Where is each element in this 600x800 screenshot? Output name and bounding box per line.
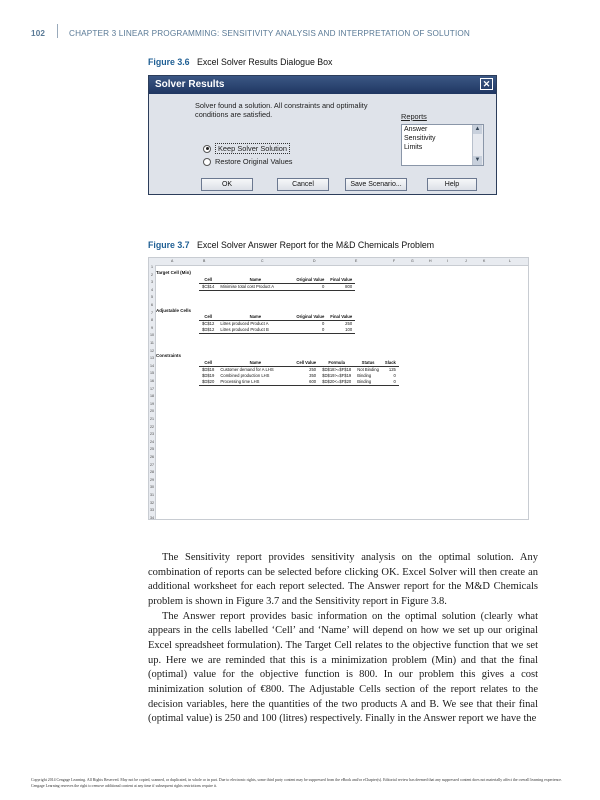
row-number[interactable]: 17 [150, 386, 154, 391]
table-cell: $D$20 [199, 379, 217, 386]
table-cell: 250 [345, 321, 353, 326]
row-number[interactable]: 5 [151, 295, 153, 300]
row-number[interactable]: 4 [151, 287, 153, 292]
table-cell: 0 [321, 321, 325, 326]
adjustable-cells-heading: Adjustable Cells [156, 308, 192, 313]
row-number[interactable]: 18 [150, 394, 154, 399]
column-letter[interactable]: C [261, 259, 264, 263]
row-number[interactable]: 21 [150, 417, 154, 421]
target-cell-table [199, 277, 355, 291]
column-letter[interactable]: G [411, 259, 414, 263]
row-number[interactable]: 28 [150, 470, 154, 475]
col-header: Cell [199, 277, 217, 284]
radio-unselected-icon[interactable] [203, 158, 211, 166]
row-number[interactable]: 20 [150, 409, 154, 414]
table-row [199, 327, 355, 334]
row-number[interactable]: 2 [151, 272, 153, 277]
column-letter[interactable]: D [313, 259, 316, 263]
scroll-up-icon[interactable]: ▲ [474, 126, 481, 132]
column-letter[interactable]: E [355, 259, 358, 263]
table-cell: $D$19 [202, 373, 215, 378]
copyright-footer: Copyright 2014 Cengage Learning. All Rights Reserved. May not be copied, scanned, or duplicated, in whole or in part. Due to electronic rights, some third party content may be suppressed from the eBook and/or eChapter(s). Editorial review has deemed that any suppressed content does not materially affect the overall learning experience. Cengage Learning reserves the right to remove additional content at any time if subsequent rights restrictions require it. [31, 778, 562, 788]
table-cell: 800 [327, 284, 355, 291]
row-number[interactable]: 31 [150, 493, 154, 497]
row-number[interactable]: 11 [150, 341, 154, 345]
table-row [199, 379, 399, 386]
col-header: Final Value [327, 277, 355, 284]
col-header: Formula [319, 360, 354, 367]
reports-label-text: Reports [401, 112, 427, 121]
paragraph: The Sensitivity report provides sensitivity analysis on the optimal solution. Any combination of reports can be selected before clicking OK. Excel Solver will then create an additional worksheet for each report selected. The Answer report for the M&D Chemicals problem is shown in Figure 3.7 and the Sensitivity report in Figure 3.8. [148, 552, 538, 607]
column-letter[interactable]: L [509, 259, 511, 263]
keep-solution-option[interactable] [203, 143, 290, 154]
table-cell: 100 [327, 327, 355, 334]
row-number[interactable]: 33 [150, 508, 154, 513]
column-letter[interactable]: B [203, 259, 206, 263]
row-number[interactable]: 7 [151, 310, 153, 315]
column-letter[interactable]: F [393, 259, 396, 263]
table-cell: Processing time LHS [217, 379, 293, 386]
row-number[interactable]: 13 [150, 356, 154, 361]
table-cell: $D$18>=$F$18 [322, 367, 352, 372]
header-divider [57, 24, 58, 38]
column-letter[interactable]: J [465, 259, 467, 263]
constraints-table [199, 360, 399, 386]
restore-values-label: Restore Original Values [215, 157, 293, 166]
row-number[interactable]: 6 [151, 303, 153, 307]
dialog-buttons [201, 178, 477, 191]
keep-solution-label: Keep Solver Solution [215, 143, 290, 154]
figure-title: Excel Solver Answer Report for the M&D Chemicals Problem [197, 240, 435, 250]
dialog-title-bar [149, 76, 496, 94]
row-number[interactable]: 25 [150, 447, 154, 452]
answer-report-sheet [148, 257, 529, 520]
row-number[interactable]: 15 [150, 371, 154, 376]
table-cell: 350 [309, 373, 317, 378]
scroll-track[interactable] [473, 134, 483, 156]
table-cell: 0 [293, 327, 327, 334]
table-cell: $D$20<=$F$20 [319, 379, 354, 386]
help-button[interactable]: Help [427, 178, 477, 191]
row-number[interactable]: 3 [151, 280, 153, 285]
table-cell: Binding [357, 373, 372, 378]
target-cell-heading: Target Cell (Min) [156, 270, 191, 275]
message-line: Solver found a solution. All constraints and optimality [195, 101, 368, 110]
col-header: Original Value [293, 314, 327, 321]
row-number[interactable]: 1 [151, 265, 153, 269]
table-row [199, 284, 355, 291]
row-number[interactable]: 10 [150, 333, 154, 338]
report-option-answer[interactable]: Answer [404, 126, 428, 133]
table-cell: Binding [354, 379, 382, 386]
radio-selected-icon[interactable] [203, 145, 211, 153]
row-header-column [149, 265, 156, 520]
column-letter[interactable]: H [429, 259, 432, 263]
paragraph: The Answer report provides basic information on the optimal solution (clearly what appears in the cells labelled ‘Cell’ and ‘Name’ will depend on how we set up our original Excel spreadsheet formulation). The Target Cell relates to the objective function that we set up. Here we are reminded that this is a minimization problem (Min) and that the final (optimal) value for the objective function is 800. In our problem this gives a cost minimization solution of €800. The Adjustable Cells section of the report relates to the decision variables, here the quantities of the two products A and B. We see that their final (optimal value) is 250 and 100 (litres) respectively. Finally in the Answer report we have the [148, 610, 538, 725]
row-number[interactable]: 14 [150, 363, 154, 368]
table-cell: 0 [293, 284, 327, 291]
table-cell: 600 [293, 379, 319, 386]
table-cell: Litres produced Product B [217, 327, 293, 334]
row-number[interactable]: 22 [150, 424, 154, 429]
page-number: 102 [31, 29, 46, 39]
report-option-sensitivity[interactable]: Sensitivity [404, 135, 436, 142]
col-header: Final Value [327, 314, 355, 321]
figure-label: Figure 3.7 [148, 240, 190, 250]
col-header: Name [217, 277, 293, 284]
row-number[interactable]: 8 [151, 318, 153, 323]
row-number[interactable]: 29 [150, 477, 154, 482]
figure-3-7-caption [148, 240, 434, 250]
col-header: Cell [199, 314, 217, 321]
row-number[interactable]: 26 [150, 455, 154, 459]
restore-values-option[interactable] [203, 157, 293, 166]
chapter-title: CHAPTER 3 LINEAR PROGRAMMING: SENSITIVITY ANALYSIS AND INTERPRETATION OF SOLUTION [69, 29, 470, 39]
figure-3-6-caption [148, 57, 332, 67]
reports-label [401, 112, 427, 121]
row-number[interactable]: 23 [150, 432, 154, 437]
table-cell: $C$12 [202, 321, 215, 326]
table-cell: $D$18 [202, 367, 215, 372]
col-header: Name [217, 314, 293, 321]
row-number[interactable]: 19 [150, 401, 154, 406]
dialog-title: Solver Results [155, 79, 225, 90]
row-number[interactable]: 9 [151, 325, 153, 330]
table-cell: 0 [393, 373, 396, 378]
table-cell: Combined production LHS [220, 373, 270, 378]
message-line: conditions are satisfied. [195, 110, 273, 119]
table-cell: $D$19>=$F$19 [322, 373, 352, 378]
reports-scrollbar[interactable] [472, 125, 483, 165]
constraints-heading: Constraints [156, 353, 182, 358]
col-header: Slack [382, 360, 399, 367]
close-icon[interactable]: ✕ [480, 78, 493, 90]
cancel-button[interactable]: Cancel [277, 178, 329, 191]
save-scenario-button[interactable]: Save Scenario... [345, 178, 407, 191]
row-number[interactable]: 32 [150, 500, 154, 505]
col-header: Name [217, 360, 293, 367]
table-cell: 125 [388, 367, 396, 372]
column-letter[interactable]: A [171, 259, 174, 263]
table-cell: Customer demand for A LHS [220, 367, 274, 372]
ok-button[interactable]: OK [201, 178, 253, 191]
row-number[interactable]: 27 [150, 462, 154, 467]
table-cell: Not Binding [357, 367, 379, 372]
row-number[interactable]: 30 [150, 485, 154, 490]
solver-results-dialog [148, 75, 497, 195]
table-cell: 250 [309, 367, 317, 372]
table-cell: $D$12 [199, 327, 217, 334]
col-header: Cell Value [293, 360, 319, 367]
col-header: Cell [199, 360, 217, 367]
scroll-down-icon[interactable]: ▼ [474, 157, 481, 163]
running-header [31, 27, 470, 41]
col-header: Status [354, 360, 382, 367]
table-cell: Litres produced Product A [220, 321, 269, 326]
figure-label: Figure 3.6 [148, 57, 190, 67]
column-letter[interactable]: K [483, 259, 486, 263]
reports-listbox[interactable] [401, 124, 484, 166]
column-letter[interactable]: I [447, 259, 448, 263]
table-cell: Minimise total cost Product A [217, 284, 293, 291]
dialog-message [195, 101, 385, 119]
column-header-row [149, 258, 528, 266]
col-header: Original Value [293, 277, 327, 284]
table-cell: 0 [382, 379, 399, 386]
report-option-limits[interactable]: Limits [404, 144, 423, 151]
figure-title: Excel Solver Results Dialogue Box [197, 57, 333, 67]
row-number[interactable]: 12 [150, 348, 154, 353]
table-cell: $C$14 [199, 284, 217, 291]
body-text [148, 551, 538, 727]
row-number[interactable]: 34 [150, 515, 154, 520]
row-number[interactable]: 16 [150, 379, 154, 383]
row-number[interactable]: 24 [150, 439, 154, 444]
adjustable-cells-table [199, 314, 355, 334]
